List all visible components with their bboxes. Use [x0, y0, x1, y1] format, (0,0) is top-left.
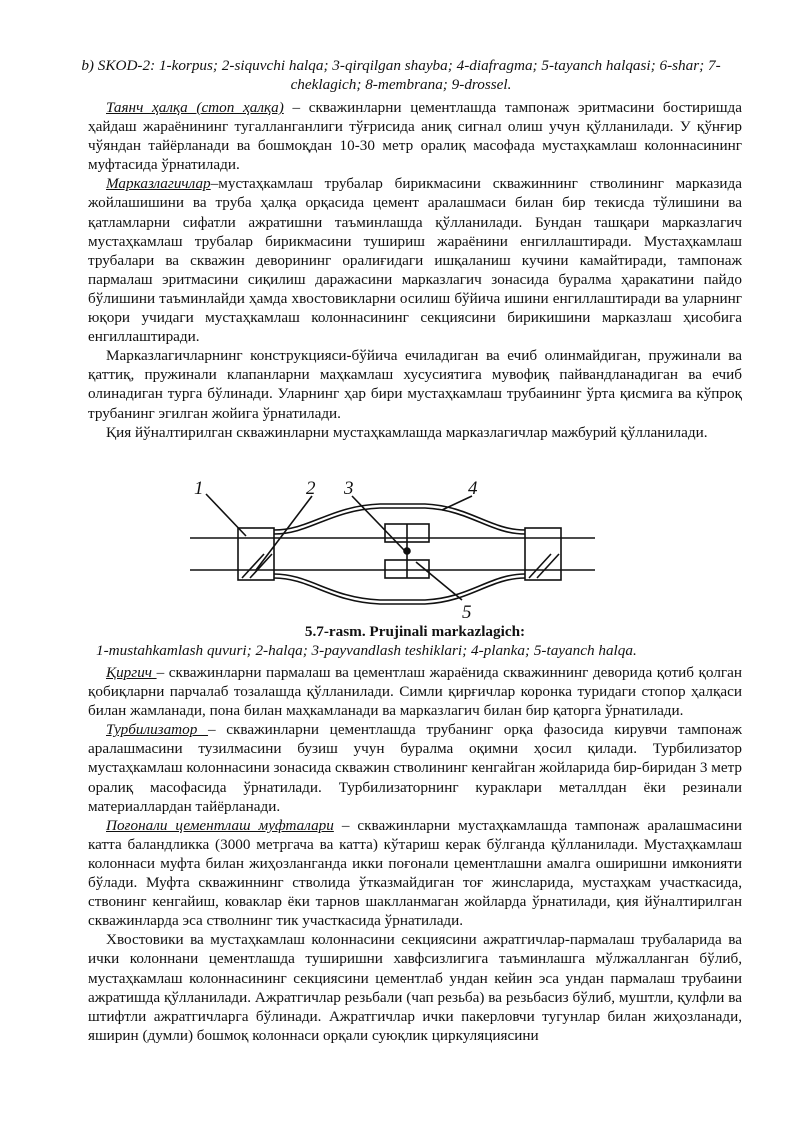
term-scraper: Қиргич: [106, 664, 157, 681]
paragraph-centralizers: [88, 174, 742, 346]
paragraph-inclined-wells: Қия йўналтирилган скважинларни мустаҳкамлашда марказлагичлар мажбурий қўлланилади.: [106, 423, 708, 441]
figure-label-3: 3: [344, 478, 354, 499]
centralizer-drawing: [180, 474, 600, 624]
term-stop-ring: Таянч ҳалқа (стоп ҳалқа): [106, 99, 284, 116]
term-turbulizer: Турбилизатор: [106, 721, 209, 739]
paragraph-text: – скважинларни пармалаш ва цементлаш жараёнида скважиннинг деворида қотиб қолган қобиқларни парчалаб тозалашда қўлланилади. Симли қирғичлар коронка туридаги стопор ҳалқаси билан жамланади, пона билан маҳкамланади ва марказлагич билан бир қаторга ўрнатилади.: [88, 664, 742, 720]
paragraph-separators: Хвостовики ва мустаҳкамлаш колоннасини секциясини ажратгичлар-пармалаш трубаларида ва ички колоннани цементлашда туширишни хавфсизлигига таъминлашга мўлжалланган бўлиб, мустаҳкамлаш колоннасининг секциясини цементлаб ундан кейин эса ундан пармалаш трубаини ажратишда қўлланилади. Ажратгичлар резьбали (чап резьба) ва резьбасиз бўлиб, муштли, қулфли ва штифтли ажратгичларга бўлинади. Ажратгичлар ички пакерловчи тугунлар билан жиҳозланади, яширин (думли) бошмоқ колоннаси орқали суюқлик циркуляциясини: [88, 931, 742, 1044]
paragraph-stage-collars: [88, 816, 742, 931]
figure-label-5: 5: [462, 602, 472, 623]
paragraph-text: – скважинларни мустаҳкамлашда тампонаж аралашмасини катта баландликка (3000 метргача ва катта) кўтариш керак бўлганда қўлланилади. Мустаҳкамлаш колоннаси муфта билан жиҳозланганда икки поғонали цементлашни амалга оширишни имконияти бўлади. Муфта скважиннинг стволида ўтказмайдиган тоғ жинсларида, мустаҳкам участкасида, ствонинг кенгайиш, коваклар ёки тарнов шаклланмаган жойларда ўрнатилади, қия йўналтирилган скважинларда эса стволнинг тик участкасида ўрнатилади.: [88, 816, 742, 930]
figure-label-1: 1: [194, 478, 204, 499]
paragraph-turbulizer: [88, 720, 742, 815]
term-centralizers: Марказлагичлар: [106, 175, 211, 193]
paragraph-text: – скважинларни цементлашда трубанинг орқа фазосида кирувчи тампонаж аралашмасини тузилмасини бузиш учун буралма оқимни ҳосил қилади. Турбилизатор мустаҳкамлаш колоннасини зонасида скважин стволининг кенгайган жойларида бир-биридан 3 метр оралиқ масофасида ўрнатилади. Турбилизаторнинг кураклари металлдан ёки резинали материаллардан тайёрланади.: [88, 721, 743, 815]
figure-label-4: 4: [468, 478, 478, 499]
paragraph-text: – скважинларни цементлашда тампонаж эритмасини бостиришда ҳайдаш жараёнининг тугалланганлиги тўғрисида аниқ сигнал олиш учун қўлланилади. У қўнғир чўяндан тайёрланади ва бошмоқдан 10-30 метр оралиқ масофада мустаҳкамлаш колоннасининг муфтасида ўрнатилади.: [88, 99, 743, 174]
figure-caption: 1-mustahkamlash quvuri; 2-halqa; 3-payvandlash teshiklari; 4-planka; 5-tayanch halqa.: [96, 642, 637, 659]
section-centralizers: [88, 98, 742, 442]
figure-label-2: 2: [306, 478, 316, 499]
paragraph-scraper: [88, 663, 742, 720]
paragraph-text: –мустаҳкамлаш трубалар бирикмасини скважиннинг стволининг марказида жойлашишини ва труба ҳалқа орқасида цемент аралашмаси билан бир текисда тўлишини ва қатламларни сифатли ажратишни таъминлашда қўлланилади. Бундан ташқари марказлагич мустаҳкамлаш трубалар бирикмасини тушириш жараёнини енгиллаштиради. Мустаҳкамлаш трубалари ва скважин деворининг оралиғидаги ишқаланиш кучини камайтиради, тампонаж пармалаш эритмасини сиқилиш даражасини марказлагич зонасида буралма ҳаракатини пайдо бўлишини таъминлайди ҳамда хвостовикларни осилиш бўйича ишини енгиллаштиради ва уларнинг юқори учидаги мустаҳкамлаш колоннасининг секциясини бирикишини марказлаш ҳисобига енгиллаштиради.: [88, 175, 742, 346]
paragraph-centralizer-types: Марказлагичларнинг конструкцияси-бўйича ечиладиган ва ечиб олинмайдиган, пружинали ва қаттиқ, пружинали клапанларни маҳкамлаш хусусиятига мувофиқ пайвандланадиган ва ечиб олинадиган турга бўлинади. Уларнинг ҳар бири мустаҳкамлаш трубаининг ўрта қисмига ва кўпроқ трубанинг эгилган жойига ўрнатилади.: [88, 347, 742, 422]
figure-title: 5.7-rasm. Prujinali markazlagich:: [304, 623, 526, 640]
figure-caption-skod: b) SKOD-2: 1-korpus; 2-siquvchi halqa; 3-qirqilgan shayba; 4-diafragma; 5-tayanch halqasi; 6-shar; 7-cheklagich; 8-membrana; 9-drossel.: [81, 57, 721, 94]
paragraph-stop-ring: [88, 98, 742, 174]
spring-centralizer-figure: [180, 474, 600, 624]
section-equipment: [88, 663, 742, 1045]
term-stage-collars: Поғонали цементлаш муфталари: [106, 816, 334, 834]
